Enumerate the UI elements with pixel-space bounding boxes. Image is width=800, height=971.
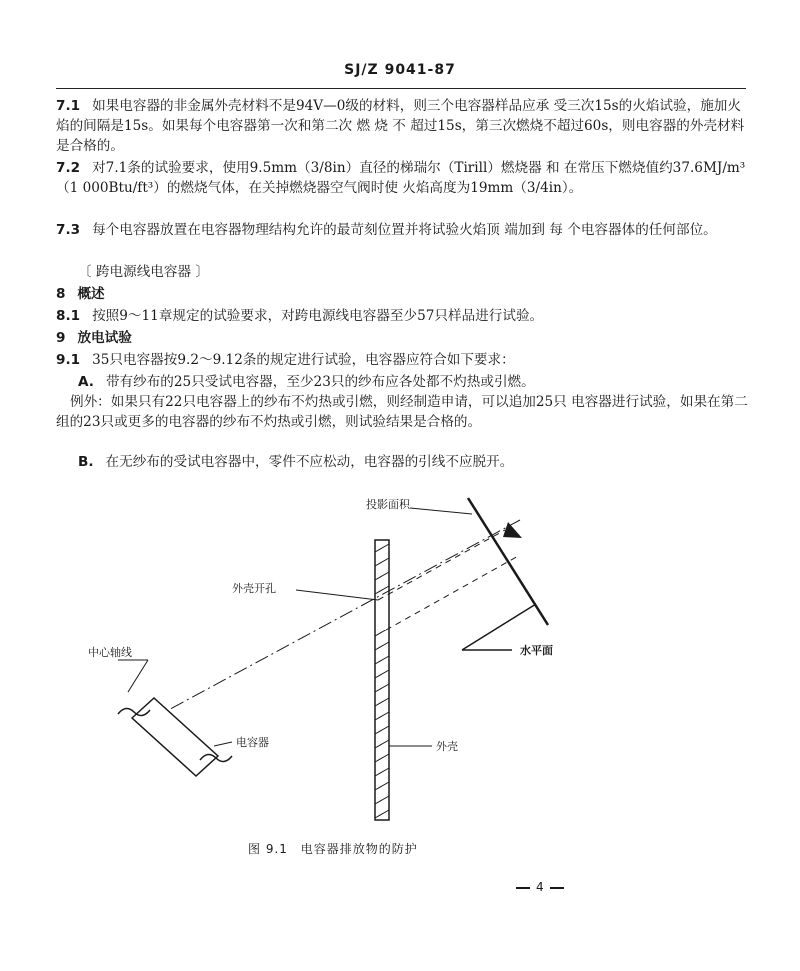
label-projection-area: 投影面积 <box>366 498 410 511</box>
section-number: 9.1 <box>56 352 81 368</box>
center-axis-line <box>150 520 520 720</box>
bracket-title: 〔 跨电源线电容器 〕 <box>78 264 209 280</box>
section-text: 如果电容器的非金属外壳材料不是94V—0级的材料，则三个电容器样品应承 受三次15s的火焰试验，施加火焰的间隔是15s。如果每个电容器第一次和第二次 燃 烧 不 超过15s，第三次燃烧不超过60s，则电容器的外壳材料是合格的。 <box>56 98 745 154</box>
shell-plate <box>375 540 389 820</box>
item-b <box>56 452 770 472</box>
shell-hole <box>376 598 388 630</box>
projection-plane <box>468 498 548 625</box>
section-number: 8 <box>56 286 66 302</box>
label-horizontal-plane: 水平面 <box>520 644 553 657</box>
figure-9-1 <box>0 480 800 880</box>
section-9-1 <box>56 350 748 370</box>
caption-number: 图 9.1 <box>248 842 288 856</box>
section-text: 35只电容器按9.2～9.12条的规定进行试验，电容器应符合如下要求： <box>92 352 515 368</box>
section-number: 7.2 <box>56 160 81 176</box>
section-7-2 <box>56 158 748 198</box>
capacitor-body <box>118 698 232 776</box>
header-rule <box>56 88 746 89</box>
section-number: 9 <box>56 330 66 346</box>
item-text: 在无纱布的受试电容器中，零件不应松动，电容器的引线不应脱开。 <box>105 454 514 470</box>
label-capacitor: 电容器 <box>236 736 269 749</box>
section-7-1 <box>56 96 748 156</box>
section-text: 按照9～11章规定的试验要求，对跨电源线电容器至少57只样品进行试验。 <box>92 308 544 324</box>
item-label: B. <box>78 454 94 470</box>
section-title: 放电试验 <box>77 330 132 346</box>
projection-area-leader <box>410 508 472 514</box>
page-dash-left <box>516 887 530 889</box>
page-number-value: 4 <box>536 880 544 894</box>
exception-paragraph: 例外：如果只有22只电容器上的纱布不灼热或引燃，则经制造申请，可以追加25只 电容器进行试验，如果在第二组的23只或更多的电容器的纱布不灼热或引燃，则试验结果是合格的。 <box>56 394 748 430</box>
document-header: SJ/Z 9041-87 <box>344 62 456 78</box>
projection-line-upper <box>378 530 505 600</box>
section-7-3 <box>56 220 748 240</box>
label-center-axis: 中心轴线 <box>88 646 132 659</box>
item-text: 带有纱布的25只受试电容器，至少23只的纱布应各处都不灼热或引燃。 <box>105 374 535 390</box>
section-number: 7.3 <box>56 222 81 238</box>
capacitor-leader <box>214 742 232 746</box>
section-number: 7.1 <box>56 98 81 114</box>
section-title: 概述 <box>77 286 105 302</box>
section-9-heading <box>56 328 748 348</box>
section-8-1 <box>56 306 748 326</box>
section-number: 8.1 <box>56 308 81 324</box>
section-text: 对7.1条的试验要求，使用9.5mm（3/8in）直径的梯瑞尔（Tirill）燃烧器 和 在常压下燃烧值约37.6MJ/m³（1 000Btu/ft³）的燃烧气体，在关掉燃烧器空气阀时使 火焰高度为19mm（3/4in）。 <box>56 160 746 196</box>
projection-line-lower <box>386 555 520 630</box>
section-text: 每个电容器放置在电容器物理结构允许的最苛刻位置并将试验火焰顶 端加到 每 个电容器体的任何部位。 <box>92 222 717 238</box>
shell-hole-leader <box>296 590 378 600</box>
page-dash-right <box>550 887 564 889</box>
label-shell: 外壳 <box>436 740 458 753</box>
center-axis-leader-diag <box>128 660 148 692</box>
caption-text: 电容器排放物的防护 <box>300 842 418 856</box>
page-number <box>510 880 570 894</box>
label-shell-hole: 外壳开孔 <box>232 582 276 595</box>
item-label: A. <box>78 374 94 390</box>
figure-caption <box>248 840 418 857</box>
section-8-heading <box>56 284 748 304</box>
item-a <box>56 372 770 392</box>
